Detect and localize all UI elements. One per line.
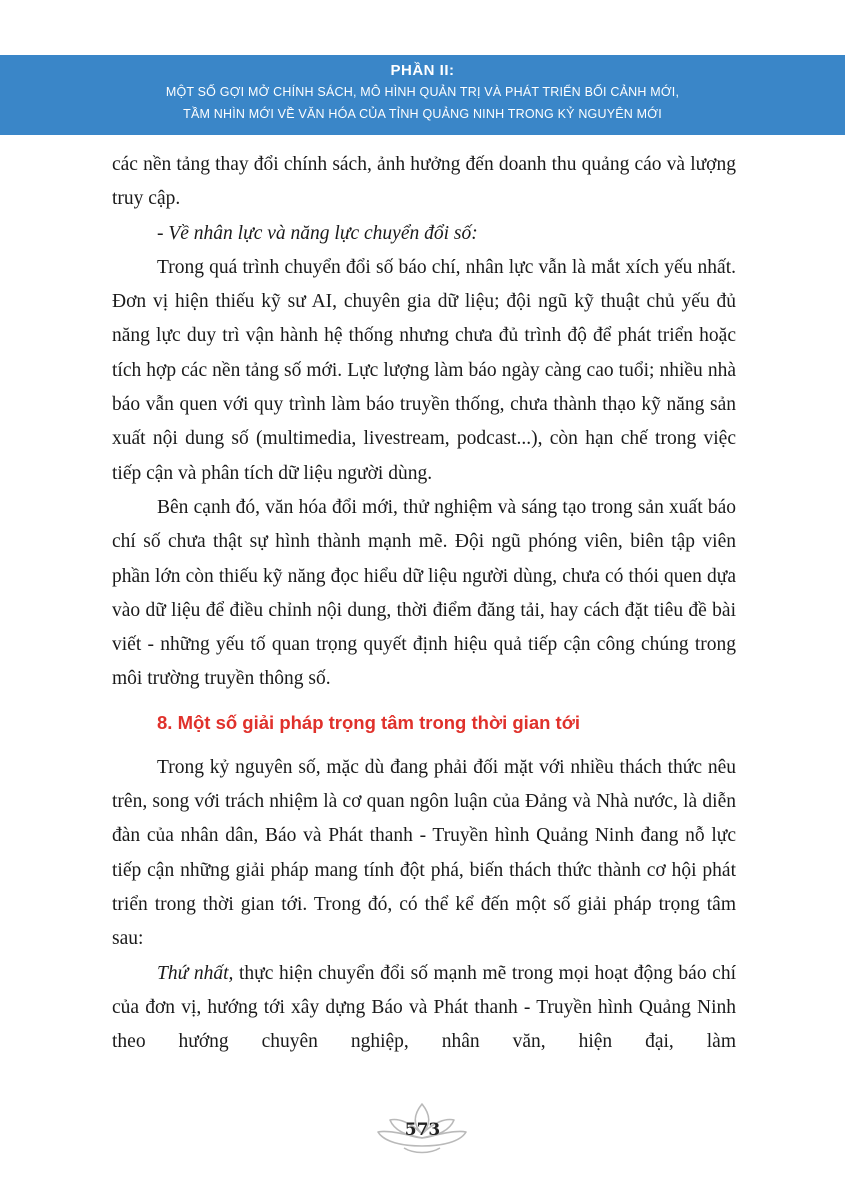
paragraph-continuation: các nền tảng thay đổi chính sách, ảnh hưởng đến doanh thu quảng cáo và lượng truy cập. [112, 154, 736, 210]
subheading-human-resources: - Về nhân lực và năng lực chuyển đổi số: [157, 222, 478, 244]
page-body [112, 148, 736, 1059]
part-title-line-2: TẦM NHÌN MỚI VỀ VĂN HÓA CỦA TỈNH QUẢNG NINH TRONG KỶ NGUYÊN MỚI [183, 107, 662, 121]
first-solution-text: thực hiện chuyển đổi số mạnh mẽ trong mọi hoạt động báo chí của đơn vị, hướng tới xây dựng Báo và Phát thanh - Truyền hình Quảng Ninh theo hướng chuyên nghiệp, nhân văn, hiện đại, làm [112, 962, 736, 1053]
first-solution-lead: Thứ nhất, [157, 962, 234, 984]
part-label: PHẦN II: [390, 62, 455, 79]
paragraph-solutions-intro: Trong kỷ nguyên số, mặc dù đang phải đối mặt với nhiều thách thức nêu trên, song với trách nhiệm là cơ quan ngôn luận của Đảng và Nhà nước, là diễn đàn của nhân dân, Báo và Phát thanh - Truyền hình Quảng Ninh đang nỗ lực tiếp cận những giải pháp mang tính đột phá, biến thách thức thành cơ hội phát triển trong thời gian tới. Trong đó, có thể kể đến một số giải pháp trọng tâm sau: [112, 756, 736, 950]
page-number: 573 [404, 1120, 441, 1140]
paragraph-innovation-culture: Bên cạnh đó, văn hóa đổi mới, thử nghiệm và sáng tạo trong sản xuất báo chí số chưa thật sự hình thành mạnh mẽ. Đội ngũ phóng viên, biên tập viên phần lớn còn thiếu kỹ năng đọc hiểu dữ liệu người dùng, chưa có thói quen dựa vào dữ liệu để điều chỉnh nội dung, thời điểm đăng tải, hay cách đặt tiêu đề bài viết - những yếu tố quan trọng quyết định hiệu quả tiếp cận công chúng trong môi trường truyền thông số. [112, 496, 736, 690]
part-title-line-1: MỘT SỐ GỢI MỞ CHÍNH SÁCH, MÔ HÌNH QUẢN TRỊ VÀ PHÁT TRIỂN BỐI CẢNH MỚI, [165, 85, 680, 99]
page-footer [0, 1100, 845, 1160]
section-heading-solutions: 8. Một số giải pháp trọng tâm trong thời gian tới [157, 711, 581, 733]
paragraph-first-solution [112, 957, 736, 1060]
chapter-header-band [0, 55, 845, 135]
paragraph-human-resources: Trong quá trình chuyển đổi số báo chí, nhân lực vẫn là mắt xích yếu nhất. Đơn vị hiện thiếu kỹ sư AI, chuyên gia dữ liệu; đội ngũ kỹ thuật chủ yếu đủ năng lực duy trì vận hành hệ thống nhưng chưa đủ trình độ để phát triển hoặc tích hợp các nền tảng số mới. Lực lượng làm báo ngày càng cao tuổi; nhiều nhà báo vẫn quen với quy trình làm báo truyền thống, chưa thành thạo kỹ năng sản xuất nội dung số (multimedia, livestream, podcast...), còn hạn chế trong việc tiếp cận và phân tích dữ liệu người dùng. [112, 256, 736, 484]
